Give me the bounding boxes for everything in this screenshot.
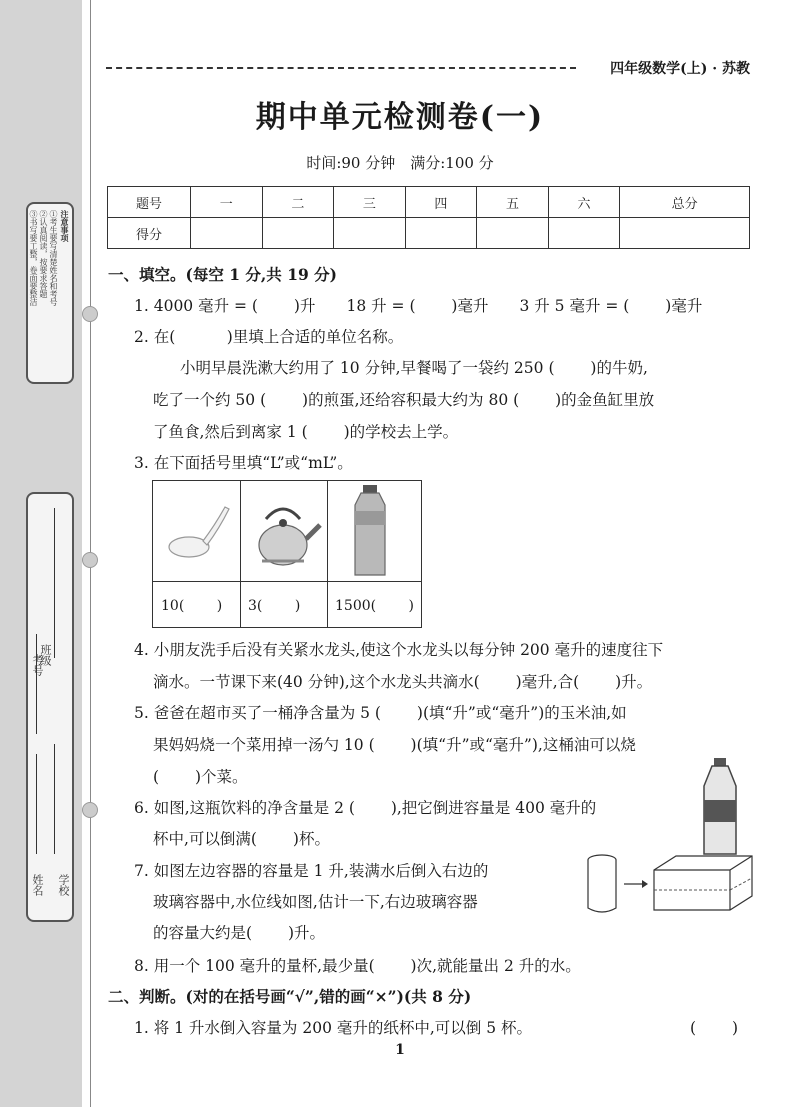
- header-dashed-line: [106, 67, 576, 69]
- bottle-cell: [327, 481, 421, 627]
- score-header-cell: 三: [334, 187, 406, 218]
- page-number: 1: [395, 1042, 405, 1058]
- binding-hole: [82, 802, 98, 818]
- binding-hole: [82, 306, 98, 322]
- notice-box: [26, 202, 74, 384]
- notice-line-3: ③书写要工整，卷面要整洁: [29, 210, 38, 306]
- score-cell[interactable]: [262, 218, 334, 249]
- question-1-8: 8. 用一个 100 毫升的量杯,最少量( )次,就能量出 2 升的水。: [134, 957, 581, 975]
- question-1-2-line-1: 小明早晨洗漱大约用了 10 分钟,早餐喝了一袋约 250 ( )的牛奶,: [180, 359, 648, 377]
- question-1-5-line-1: 5. 爸爸在超市买了一桶净含量为 5 ( )(填“升”或“毫升”)的玉米油,如: [134, 704, 627, 722]
- container-diagram: [586, 850, 756, 916]
- score-table: [107, 186, 750, 249]
- kettle-label: 3( ): [248, 598, 301, 614]
- score-header-row: [108, 187, 750, 218]
- question-1-2-line-2: 吃了一个约 50 ( )的煎蛋,还给容积最大约为 80 ( )的金鱼缸里放: [153, 391, 655, 409]
- bottle-icon: [327, 481, 421, 581]
- score-header-cell: 六: [548, 187, 620, 218]
- question-1-7-line-1: 7. 如图左边容器的容量是 1 升,装满水后倒入右边的: [134, 862, 489, 880]
- score-cell[interactable]: [191, 218, 263, 249]
- score-cell[interactable]: [620, 218, 750, 249]
- answer-blank[interactable]: ( ): [690, 1019, 739, 1037]
- notice-line-1: ①考生要写清楚姓名和考号: [49, 210, 58, 306]
- exam-meta: 时间:90 分钟 满分:100 分: [306, 154, 494, 172]
- school-underline: [54, 744, 55, 854]
- section-2-heading: 二、判断。(对的在括号画“√”,错的画“×”)(共 8 分): [108, 987, 472, 1006]
- question-1-4-line-2: 滴水。一节课下来(40 分钟),这个水龙头共滴水( )毫升,合( )升。: [153, 673, 653, 691]
- exam-no-label: 考号: [31, 654, 44, 676]
- class-underline: [54, 508, 55, 658]
- score-header-cell: 题号: [108, 187, 191, 218]
- score-entry-row: [108, 218, 750, 249]
- question-1-1: 1. 4000 毫升 = ( )升 18 升 = ( )毫升 3 升 5 毫升 = ( )毫升: [134, 297, 703, 315]
- question-1-4-line-1: 4. 小朋友洗手后没有关紧水龙头,使这个水龙头以每分钟 200 毫升的速度往下: [134, 641, 664, 659]
- student-info-box: [26, 492, 74, 922]
- section-1-heading: 一、填空。(每空 1 分,共 19 分): [108, 265, 338, 284]
- score-header-cell: 一: [191, 187, 263, 218]
- name-underline: [36, 754, 37, 854]
- score-header-cell: 五: [477, 187, 549, 218]
- name-label: 姓名: [31, 874, 44, 896]
- question-1-2: 2. 在( )里填上合适的单位名称。: [134, 328, 404, 346]
- question-2-1: 1. 将 1 升水倒入容量为 200 毫升的纸杯中,可以倒 5 杯。: [134, 1019, 533, 1037]
- score-cell[interactable]: [334, 218, 406, 249]
- question-1-3: 3. 在下面括号里填“L”或“mL”。: [134, 454, 353, 472]
- exam-no-underline: [36, 634, 37, 734]
- spoon-icon: [153, 481, 240, 581]
- score-row-label: 得分: [108, 218, 191, 249]
- question-1-6-line-2: 杯中,可以倒满( )杯。: [153, 830, 330, 848]
- bottle-label: 1500( ): [335, 598, 415, 614]
- spoon-label: 10( ): [161, 598, 223, 614]
- school-label: 学校: [57, 874, 70, 896]
- score-header-cell: 总分: [620, 187, 750, 218]
- spoon-cell: [153, 481, 241, 627]
- question-1-2-line-3: 了鱼食,然后到离家 1 ( )的学校去上学。: [153, 423, 459, 441]
- question-1-5-line-3: ( )个菜。: [153, 768, 248, 786]
- score-cell[interactable]: [477, 218, 549, 249]
- score-cell[interactable]: [548, 218, 620, 249]
- score-cell[interactable]: [405, 218, 477, 249]
- class-label: 班级: [39, 644, 52, 666]
- question-1-7-line-2: 玻璃容器中,水位线如图,估计一下,右边玻璃容器: [153, 893, 478, 911]
- score-header-cell: 四: [405, 187, 477, 218]
- kettle-cell: [240, 481, 328, 627]
- question-1-7-line-3: 的容量大约是( )升。: [153, 924, 326, 942]
- kettle-icon: [240, 481, 327, 581]
- question-1-6-line-1: 6. 如图,这瓶饮料的净含量是 2 ( ),把它倒进容量是 400 毫升的: [134, 799, 597, 817]
- unit-picture-table: [152, 480, 422, 628]
- notice-heading: 注意事项: [60, 210, 70, 242]
- notice-line-2: ②认真阅读，按要求答题: [39, 210, 48, 298]
- picture-table-divider: [153, 581, 421, 582]
- drink-bottle-icon: [698, 756, 742, 860]
- score-header-cell: 二: [262, 187, 334, 218]
- page-title: 期中单元检测卷(一): [255, 100, 545, 135]
- page-header: [106, 58, 750, 78]
- binding-hole: [82, 552, 98, 568]
- question-1-5-line-2: 果妈妈烧一个菜用掉一汤勺 10 ( )(填“升”或“毫升”),这桶油可以烧: [153, 736, 636, 754]
- series-label: 四年级数学(上) · 苏教: [610, 61, 750, 77]
